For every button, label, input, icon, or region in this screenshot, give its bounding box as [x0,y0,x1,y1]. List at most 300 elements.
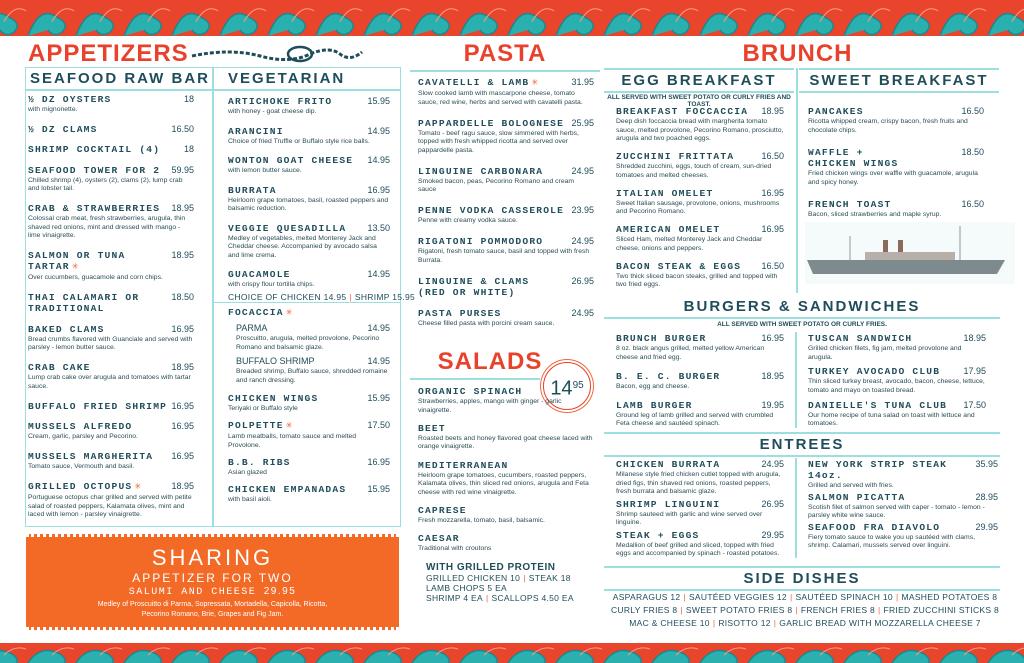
item-name: BURRATA [228,184,277,196]
option-shrimp: SHRIMP 15.95 [354,292,416,302]
menu-item [418,505,594,526]
item-price: 16.50 [761,260,784,271]
item-price: 18.95 [761,106,784,116]
item-name: FRENCH TOAST [808,199,892,211]
menu-item [808,199,984,220]
item-price: 18 [183,94,194,104]
item-name: PENNE VODKA CASSEROLE [418,205,565,217]
item-name: ½ DZ CLAMS [28,123,98,135]
line [605,591,1005,604]
entry: CURLY FRIES 8 [610,605,678,615]
item-price: 26.95 [761,498,784,509]
seafood-list [28,94,194,520]
item-price: 17.50 [963,399,986,410]
item-description: Smoked bacon, peas, Pecorino Romano and cream sauce [418,177,575,194]
item-name: SHRIMP COCKTAIL (4) [28,144,161,156]
item-name: LINGUINE & CLAMS (RED OR WHITE) [418,275,530,298]
item-price: 16.50 [171,123,194,134]
entry: SAUTÉED SPINACH 10 [795,592,893,602]
item-price: 14.95 [367,356,390,367]
item-description: Proscuitto, arugula, melted provolone, Pecorino Romano and balsamic glaze. [236,335,380,351]
item-price: 29.95 [761,529,784,540]
sharing-subtitle: APPETIZER FOR TWO [132,571,293,585]
item-name: THAI CALAMARI OR TRADITIONAL [28,292,140,315]
item-description: Shrimp sauteed with garlic and wine served over linguine. [616,510,763,527]
wave-border-top [0,0,1024,36]
item-description: Rigatoni, fresh tomato sauce, basil and topped with fresh Burrata. [418,248,590,264]
item-name: BAKED CLAMS [28,323,105,335]
item-price: 18.95 [761,370,784,381]
menu-item [28,401,194,412]
item-name: ZUCCHINI FRITTATA [616,151,735,163]
item-name: B. E. C. BURGER [616,370,721,382]
item-price: 16.95 [761,224,784,235]
focaccia-title: FOCACCIA [228,307,284,318]
vegetarian-list [228,96,390,290]
menu-item [28,165,194,194]
item-description: with lemon butter sauce. [228,167,302,175]
separator: | [683,592,686,602]
menu-item [228,96,390,117]
entry: GRILLED CHICKEN 10 [426,573,521,583]
menu-item [28,292,194,314]
menu-item [418,276,594,298]
menu-item [616,371,784,392]
item-description: Sweet Italian sausage, provolone, onions, mushrooms and Pecorino Romano. [616,199,780,216]
pasta-title: PASTA [463,40,547,67]
item-description: Asian glazed [228,469,267,477]
entry: SHRIMP 4 EA [426,593,483,603]
menu-item [808,333,986,362]
item-description: Heirloom grape tomatoes, cucumbers, roasted peppers, Kalamata olives, thin sliced red onions, arugula and Feta cheese with red wine vinaigrette. [418,471,589,496]
menu-item [616,333,784,362]
menu-item [28,324,194,353]
item-description: with crispy flour tortilla chips. [228,281,315,289]
item-description: Fiery tomato sauce to wake you up sautéed with clams, shrimp. Calamari, mussels served over linguini. [808,533,975,550]
item-price: 18.95 [963,333,986,343]
pasta-list [418,77,594,329]
item-description: 8 oz. black angus grilled, melted yellow American cheese and fried egg. [616,345,765,361]
item-price: 24.95 [761,459,784,469]
menu-item [228,484,390,505]
menu-item [418,460,594,498]
item-price: 18.95 [171,250,194,261]
menu-item [418,308,594,329]
line [426,583,596,593]
menu-item [28,250,194,283]
side-dishes-list [605,591,1005,630]
sweet-list [808,106,984,220]
item-name: NEW YORK STRIP STEAK 14oz. [808,459,948,481]
item-name: CHICKEN EMPANADAS [228,484,347,496]
menu-item [616,188,784,217]
item-description: Heirloom grape tomatoes, basil, roasted peppers and balsamic reduction. [228,196,389,213]
item-name: SHRIMP LINGUINI [616,498,721,510]
item-price: 16.95 [761,187,784,198]
item-description: Milanese style fried chicken cutlet topped with arugula, dried figs, thin shaved red onions, roasted peppers, fresh burrata and balsamic glaze. [616,471,781,496]
item-name: CHICKEN BURRATA [616,459,721,470]
menu-item [228,185,390,214]
menu-item [616,400,784,429]
item-name: WAFFLE + CHICKEN WINGS [808,147,899,170]
item-description: Bacon, egg and cheese. [616,382,690,390]
item-description: Strawberries, apples, mango with ginger - garlic vinaigrette. [418,398,562,414]
menu-item [616,224,784,253]
item-name: LAMB BURGER [616,399,693,411]
sharing-desc: Medley of Proscuitto di Parma, Sopressata, Mortadella, Capicolla, Ricotta, Pecorino Romano, Brie, Grapes and Fig Jam. [97,601,328,618]
item-name: RIGATONI POMMODORO [418,236,544,248]
item-price: 16.50 [761,151,784,162]
egg-note: ALL SERVED WITH SWEET POTATO OR CURLY FRIES AND TOAST. [607,94,791,108]
item-price: 15.95 [367,96,390,106]
price-cents: 95 [572,380,584,391]
item-price: 15.95 [367,393,390,403]
item-name: MUSSELS ALFREDO [28,421,133,433]
menu-item [28,481,194,520]
item-description: Grilled and served with fries. [808,482,894,489]
item-name: POLPETTE [228,420,284,432]
line [426,593,596,603]
item-price: 18.50 [961,147,984,158]
brunch-title: BRUNCH [742,40,853,67]
item-name: SALMON PICATTA [808,491,906,503]
item-description: Cream, garlic, parsley and Pecorino. [28,433,138,441]
menu-item [808,522,998,551]
menu-item [228,223,390,261]
menu-item [808,106,984,135]
item-name: PAPPARDELLE BOLOGNESE [418,117,565,129]
quesadilla-options: CHOICE OF CHICKEN 14.95 | SHRIMP 15.95 [228,292,416,302]
item-price: 28.95 [975,491,998,502]
item-description: Medley of vegetables, melted Monterey Jack and Cheddar cheese. Accompanied by avocado salsa and lime crema. [228,234,377,259]
item-price: 26.95 [571,275,594,286]
item-name: PANCAKES [808,106,864,117]
item-description: Slow cooked lamb with mascarpone cheese, tomato sauce, red wine, herbs and served with cavatelli pasta. [418,90,583,106]
item-name: CAPRESE [418,505,467,517]
sharing-price: 29.95 [263,586,297,597]
item-name: ½ DZ OYSTERS [28,94,112,105]
item-price: 29.95 [975,521,998,532]
option-chicken: CHOICE OF CHICKEN 14.95 [228,292,347,302]
item-price: 16.95 [171,400,194,411]
item-name: BEET [418,422,446,434]
menu-item [418,166,594,195]
divider [795,458,797,558]
menu-item [808,400,986,429]
menu-item [236,356,390,385]
burgers-header: BURGERS & SANDWICHES [604,296,1000,319]
item-description: Traditional with croutons [418,545,492,553]
separator: | [712,618,716,628]
vegetarian-header: VEGETARIAN [214,68,400,91]
item-price: 25.95 [571,117,594,128]
item-description: Fresh mozzarella, tomato, basil, balsamic. [418,517,545,525]
item-name: CRAB CAKE [28,362,91,374]
item-price: 14.95 [367,155,390,166]
entrees-header: ENTREES [604,432,1000,457]
entry: MAC & CHEESE 10 [629,618,710,628]
side-dishes-header: SIDE DISHES [604,566,1000,591]
protein-block [426,562,596,603]
item-name: LINGUINE CARBONARA [418,165,544,177]
item-name: TURKEY AVOCADO CLUB [808,366,941,378]
sharing-title: SHARING [151,545,274,570]
menu-item [236,323,390,352]
item-price: 18.95 [171,203,194,214]
item-price: 19.95 [761,399,784,410]
item-name: DANIELLE'S TUNA CLUB [808,399,948,411]
item-description: Grilled chicken filets, fig jam, melted provolone and arugula. [808,345,962,361]
entry: STEAK 18 [528,573,571,583]
egg-breakfast-header: EGG BREAKFAST [604,68,794,93]
item-description: Tomato sauce, Vermouth and basil. [28,463,135,471]
item-name: BREAKFAST FOCCACCIA [616,106,749,117]
item-name: ITALIAN OMELET [616,187,714,199]
item-description: Roasted beets and honey flavored goat cheese laced with orange vinaigrette. [418,434,593,451]
menu-item [418,118,594,156]
item-name: ORGANIC SPINACH [418,386,523,397]
item-price: 31.95 [571,77,594,87]
item-name: CRAB & STRAWBERRIES [28,203,161,215]
item-price: 18 [183,144,194,155]
menu-item [28,451,194,472]
menu-item [616,499,784,528]
wave-pattern-icon [0,643,1024,663]
item-name: MUSSELS MARGHERITA [28,451,154,463]
item-description: Medallion of beef grilled and sliced, topped with fried eggs and accompanied by spinach - roasted potatoes. [616,541,780,558]
separator: | [523,573,526,583]
item-name: TUSCAN SANDWICH [808,333,913,344]
item-description: Scotish filet of salmon served with caper - tomato - lemon - parsley white wine sauce. [808,503,985,520]
item-description: Bacon, sliced strawberries and maple syrup. [808,211,942,219]
separator: | [795,605,798,615]
item-name: ARANCINI [228,125,284,137]
item-name: MEDITERRANEAN [418,459,509,471]
menu-item [616,530,784,559]
menu-item [808,147,984,187]
price-whole: 14 [550,377,573,400]
separator: | [895,592,899,602]
sharing-box [26,534,399,630]
item-description: Chilled shrimp (4), oysters (2), clams (2), lump crab and lobster tail. [28,176,183,193]
item-description: Cheese filled pasta with porcini cream sauce. [418,320,555,328]
item-description: Two thick sliced bacon steaks, grilled and topped with two fried eggs. [616,272,778,289]
item-name: BUFFALO SHRIMP [236,356,315,367]
divider [410,378,540,380]
signature-star-icon: ✳ [285,420,294,433]
item-price: 15.95 [367,484,390,495]
burgers-right-list [808,333,986,429]
item-description: Lump crab cake over arugula and tomatoes with tartar sauce. [28,374,191,390]
entry: SWEET POTATO FRIES 8 [685,605,793,615]
appetizers-title: APPETIZERS [28,40,189,67]
entry: LAMB CHOPS 5 EA [426,583,508,593]
line [605,617,1005,630]
item-description: Portuguese octopus char grilled and served with petite salad of roasted peppers, Kalamata olives, mint and laced with lemon - parsley vinaigrette. [28,494,192,519]
item-price: 18.95 [171,481,194,492]
line [605,604,1005,617]
vegetarian-list-2 [228,393,390,505]
menu-item [228,269,390,290]
separator: | [486,593,489,603]
menu-item [418,386,594,415]
menu-item [28,362,194,391]
salads-list [418,386,594,554]
wave-pattern-icon [0,0,1024,36]
item-name: PARMA [236,323,268,333]
item-description: Penne with creamy vodka sauce. [418,217,518,225]
menu-item [616,261,784,290]
separator: | [773,618,777,628]
item-price: 14.95 [367,125,390,136]
menu-item [418,236,594,265]
item-name: GRILLED OCTOPUS [28,481,133,493]
divider [796,68,798,293]
entry: FRENCH FRIES 8 [800,605,875,615]
entry: MASHED POTATOES 8 [901,592,998,602]
item-name: B.B. RIBS [228,457,291,469]
item-name: CHICKEN WINGS [228,393,319,404]
item-price: 17.50 [367,420,390,431]
item-price: 24.95 [571,165,594,176]
menu-item [28,421,194,442]
item-name: BRUNCH BURGER [616,333,707,344]
item-description: Choice of fried Truffle or Buffalo style rice balls. [228,137,370,145]
item-description: with mignonette. [28,106,78,113]
entrees-left-list [616,459,784,559]
divider [212,67,214,527]
rope-knot-icon [190,44,365,64]
item-name: PASTA PURSES [418,308,502,320]
item-name: SALMON OR TUNA TARTAR [28,250,126,273]
item-name: VEGGIE QUESADILLA [228,222,347,234]
item-price: 16.95 [171,421,194,432]
item-description: Teriyaki or Buffalo style [228,405,298,412]
item-name: STEAK + EGGS [616,529,700,541]
item-name: SEAFOOD TOWER FOR 2 [28,164,161,176]
signature-star-icon: ✳ [134,481,143,494]
item-price: 16.50 [961,199,984,210]
menu-item [418,533,594,554]
item-description: Breaded shrimp, Buffalo sauce, shredded romaine and ranch dressing. [236,368,388,384]
item-description: Bread crumbs flavored with Guanciale and served with parsley - lemon butter sauce. [28,335,193,352]
menu-item [28,124,194,135]
item-price: 24.95 [571,308,594,319]
item-name: ARTICHOKE FRITO [228,96,333,107]
entry: SCALLOPS 4.50 EA [491,593,574,603]
item-price: 16.95 [171,451,194,462]
entry: RISOTTO 12 [718,618,771,628]
item-price: 59.95 [171,164,194,175]
separator: | [877,605,881,615]
item-price: 35.95 [975,459,998,469]
separator: | [789,592,793,602]
wave-border-bottom [0,643,1024,663]
menu-item [28,203,194,241]
menu-item [28,94,194,115]
protein-title: WITH GRILLED PROTEIN [426,562,556,573]
item-description: Shredded zucchini, eggs, touch of cream, sun-dried tomatoes and melted cheeses. [616,163,772,179]
menu-item [228,420,390,450]
menu-item [418,205,594,226]
item-description: Fried chicken wings over waffle with guacamole, arugula and spicy honey. [808,170,978,186]
menu-item [418,77,594,107]
divider [410,70,600,72]
signature-star-icon: ✳ [285,307,294,319]
entry: SAUTÉED VEGGIES 12 [688,592,787,602]
burgers-note: ALL SERVED WITH SWEET POTATO OR CURLY FRIES. [717,321,887,328]
item-description: Tomato - beef ragu sauce, slow simmered with herbs, topped with fresh whipped ricotta and served over pappardelle pasta. [418,129,579,154]
item-description: Ground leg of lamb grilled and served with crumbled Feta cheese and sautéed spinach. [616,411,774,428]
item-name: BACON STEAK & EGGS [616,260,742,272]
sweet-breakfast-header: SWEET BREAKFAST [799,68,999,93]
item-description: Colossal crab meat, fresh strawberries, arugula, thin shaved red onions, mint and dressed with mango - lime vinaigrette. [28,215,186,240]
item-price: 16.95 [171,323,194,334]
entry: FRIED ZUCCHINI STICKS 8 [883,605,1000,615]
burgers-left-list [616,333,784,429]
menu-item [616,151,784,180]
menu-item [228,126,390,147]
item-price: 16.95 [367,184,390,195]
item-price: 23.95 [571,205,594,216]
item-description: Lamb meatballs, tomato sauce and melted Provolone. [228,433,357,449]
item-price: 24.95 [571,236,594,247]
item-description: Ricotta whipped cream, crispy bacon, fresh fruits and chocolate chips. [808,118,968,134]
steamship-illustration-icon [805,222,1015,284]
menu-item [808,459,998,491]
menu-item [228,457,390,478]
menu-item [616,459,784,497]
menu-item [808,366,986,395]
focaccia-group [228,307,390,385]
menu-item [616,106,784,144]
menu-item [228,393,390,414]
separator: | [680,605,683,615]
salads-title: SALADS [437,348,543,375]
entry: GARLIC BREAD WITH MOZZARELLA CHEESE 7 [779,618,981,628]
item-price: 16.50 [961,106,984,116]
item-description: Thin sliced turkey breast, avocado, bacon, cheese, lettuce, tomato and mayo on toasted bread. [808,378,985,394]
item-price: 16.95 [761,333,784,343]
item-price: 18.95 [171,362,194,373]
item-description: with honey - goat cheese dip. [228,108,317,115]
item-price: 17.95 [963,366,986,377]
item-description: Sliced Ham, melted Monterey Jack and Cheddar cheese, onions and peppers. [616,236,763,252]
menu-item [418,423,594,452]
item-name: AMERICAN OMELET [616,224,721,236]
item-price: 13.50 [367,222,390,233]
item-description: with basil aioli. [228,496,272,504]
menu-item [228,155,390,176]
divider [214,302,401,303]
item-price: 16.95 [367,457,390,468]
egg-list [616,106,784,290]
item-name: GUACAMOLE [228,269,291,281]
line [426,573,596,583]
item-price: 18.50 [171,292,194,303]
entrees-right-list [808,459,998,551]
divider [795,332,797,428]
entry: ASPARAGUS 12 [612,592,681,602]
item-name: CAESAR [418,533,460,545]
signature-star-icon: ✳ [531,77,540,89]
item-name: WONTON GOAT CHEESE [228,155,354,167]
menu-item [808,492,998,521]
seafood-raw-bar-header: SEAFOOD RAW BAR [26,68,212,91]
item-description: Over cucumbers, guacamole and corn chips. [28,274,163,282]
item-name: CAVATELLI & LAMB [418,77,530,88]
item-price: 14.95 [367,323,390,333]
